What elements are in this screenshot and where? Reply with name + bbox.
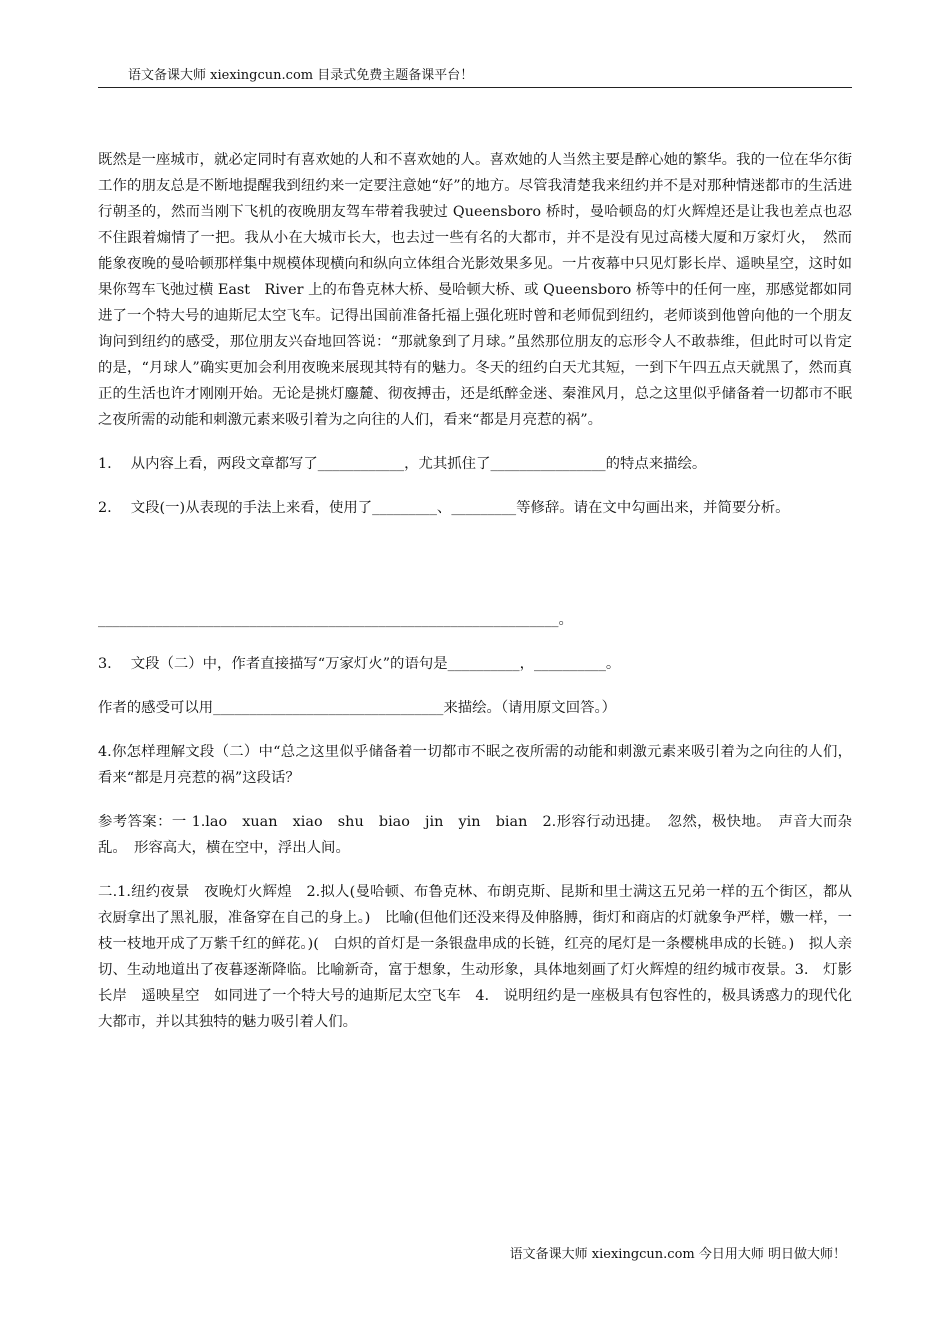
question-2-answer-line: ________________________________________________________________。 [98,612,573,628]
question-1: 1. 从内容上看，两段文章都写了____________，尤其抓住了________________的特点来描绘。 [98,456,707,472]
page-header: 语文备课大师 xiexingcun.com 目录式免费主题备课平台！ [98,64,852,88]
question-3-part-b: 作者的感受可以用________________________________来描绘。（请用原文回答。） [98,700,617,716]
question-4: 4.你怎样理解文段（二）中“总之这里似乎储备着一切都市不眠之夜所需的动能和刺激元素来吸引着为之向往的人们，看来“都是月亮惹的祸”这段话？ [98,744,852,786]
question-2: 2. 文段(一)从表现的手法上来看，使用了_________、_________等修辞。请在文中勾画出来，并简要分析。 [98,500,790,516]
answer-space [98,539,852,607]
passage-paragraph: 既然是一座城市，就必定同时有喜欢她的人和不喜欢她的人。喜欢她的人当然主要是醉心她的繁华。我的一位在华尔街工作的朋友总是不断地提醒我到纽约来一定要注意她“好”的地方。尽管我清楚我来纽约并不是对那种情迷都市的生活进行朝圣的，然而当刚下飞机的夜晚朋友驾车带着我驶过 Queensboro 桥时，曼哈顿岛的灯火辉煌还是让我也差点也忍不住跟着煽情了一把。我从小在大城市长大，也去过一些有名的大都市，并不是没有见过高楼大厦和万家灯火， 然而能象夜晚的曼哈顿那样集中规模体现横向和纵向立体组合光影效果多见。一片夜幕中只见灯影长岸、遥映星空，这时如果你驾车飞弛过横 East River 上的布鲁克林大桥、曼哈顿大桥、或 Queensboro 桥等中的任何一座，那感觉都如同进了一个特大号的迪斯尼太空飞车。记得出国前准备托福上强化班时曾和老师侃到纽约，老师谈到他曾向他的一个朋友询问到纽约的感受，那位朋友兴奋地回答说：“那就象到了月球。”虽然那位朋友的忘形令人不敢恭维，但此时可以肯定的是，“月球人”确实更加会利用夜晚来展现其特有的魅力。冬天的纽约白天尤其短，一到下午四五点天就黑了，然而真正的生活也许才刚刚开始。无论是挑灯鏖麓、彻夜搏击，还是纸醉金迷、秦淮风月，总之这里似乎储备着一切都市不眠之夜所需的动能和刺激元素来吸引着为之向往的人们，看来“都是月亮惹的祸”。 [98,152,852,428]
page-footer: 语文备课大师 xiexingcun.com 今日用大师 明日做大师！ [509,1247,846,1262]
document-body [98,147,852,1053]
answer-part-1: 参考答案：一 1.lao xuan xiao shu biao jin yin bian 2.形容行动迅捷。 忽然，极快地。 声音大而杂乱。 形容高大，横在空中，浮出人间。 [98,814,852,856]
answer-part-2: 二.1.纽约夜景 夜晚灯火辉煌 2.拟人(曼哈顿、布鲁克林、布朗克斯、昆斯和里士满这五兄弟一样的五个街区，都从衣厨拿出了黑礼服，准备穿在自己的身上。) 比喻(但他们还没来得及伸胳膊，街灯和商店的灯就象争严样，嫐一样，一枝一枝地开成了万紫千红的鲜花。)( 白炽的首灯是一条银盘串成的长链，红亮的尾灯是一条樱桃串成的长链。) 拟人亲切、生动地道出了夜暮逐渐降临。比喻新奇，富于想象，生动形象，具体地刻画了灯火辉煌的纽约城市夜景。3. 灯影长岸 遥映星空 如同进了一个特大号的迪斯尼太空飞车 4. 说明纽约是一座极具有包容性的，极具诱惑力的现代化大都市，并以其独特的魅力吸引着人们。 [98,884,852,1030]
question-3: 3. 文段（二）中，作者直接描写“万家灯火”的语句是__________，__________。 [98,656,621,672]
